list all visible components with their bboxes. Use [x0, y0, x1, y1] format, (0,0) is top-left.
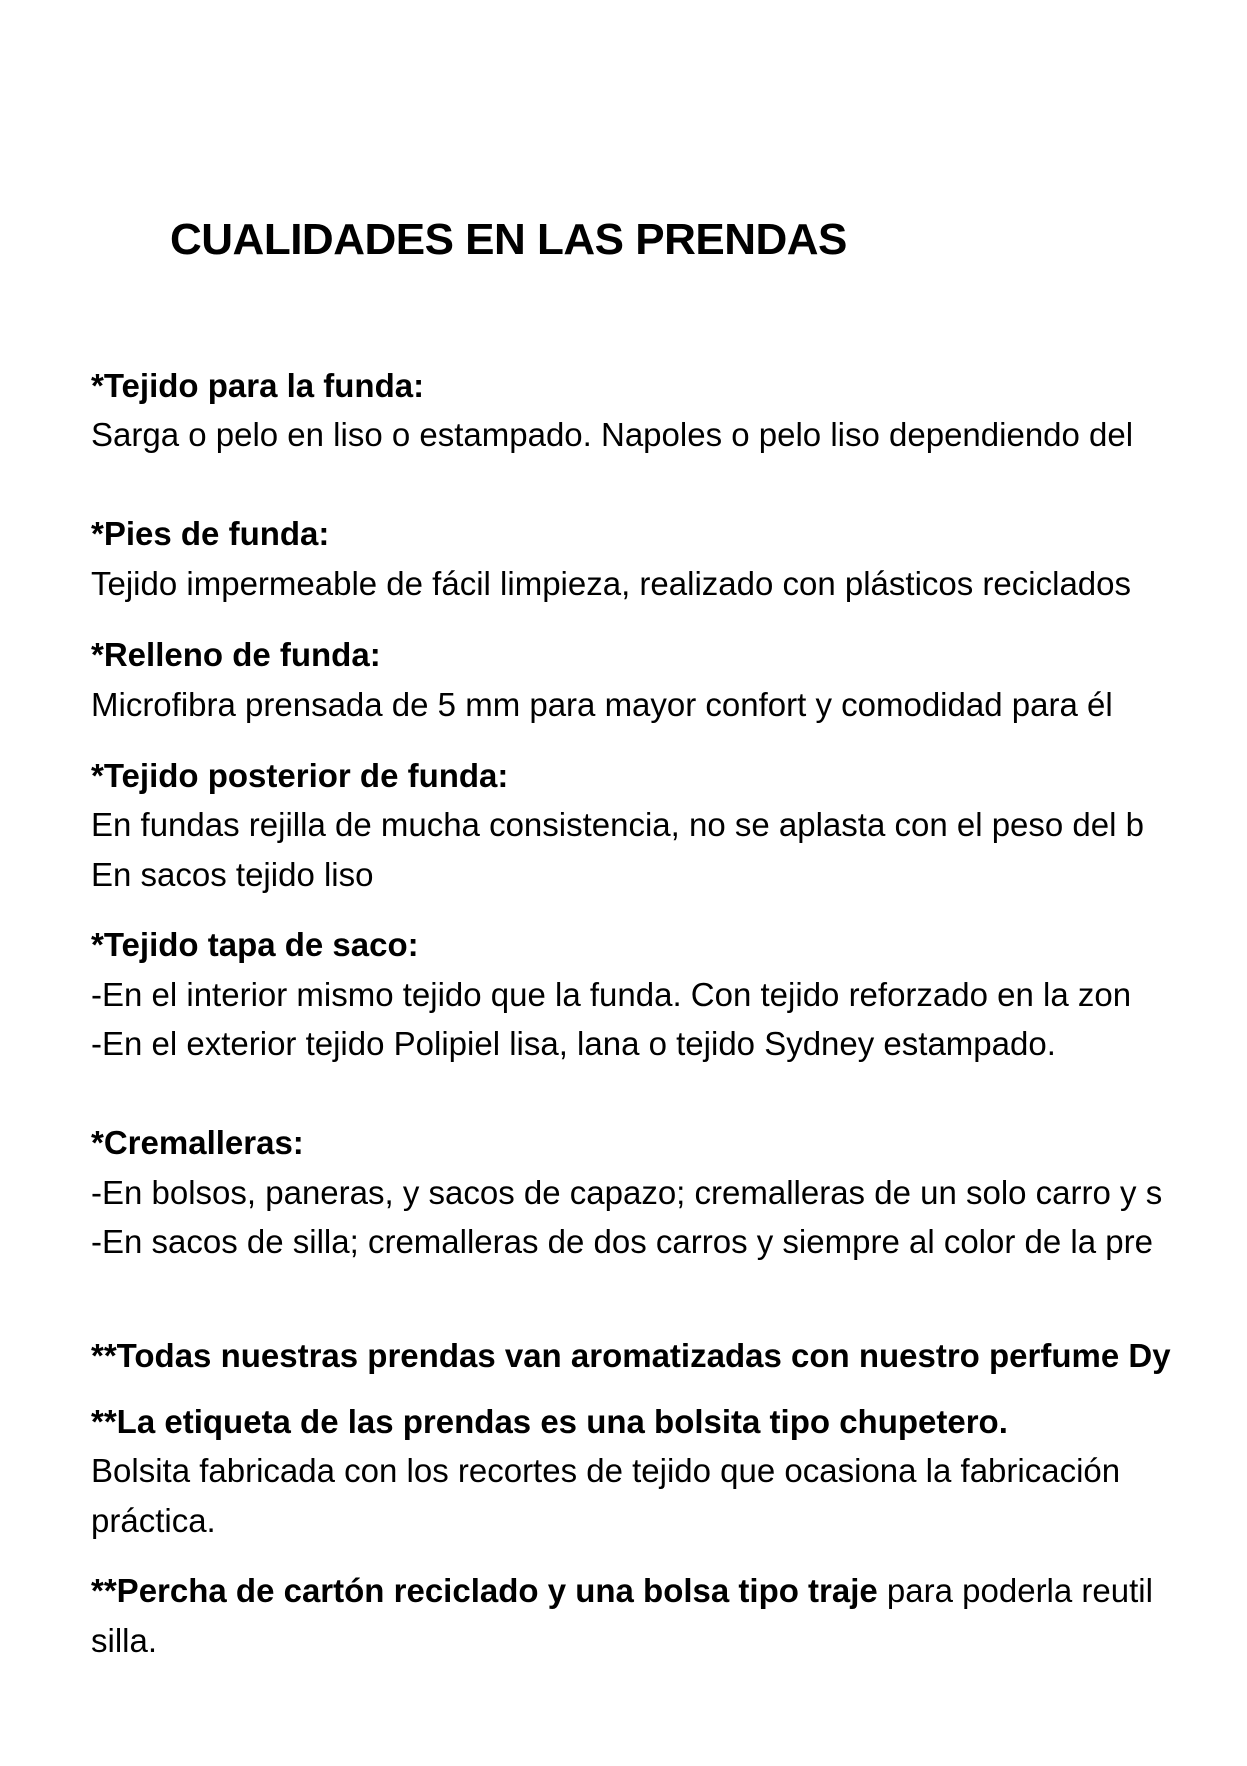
section-heading-tejido-funda: *Tejido para la funda: — [91, 367, 425, 404]
section-text-tapa-saco-1: -En el interior mismo tejido que la funda. Con tejido reforzado en la zon — [91, 976, 1132, 1013]
section-text-cremalleras-2: -En sacos de silla; cremalleras de dos carros y siempre al color de la pre — [91, 1223, 1153, 1260]
section-text-cremalleras-1: -En bolsos, paneras, y sacos de capazo; cremalleras de un solo carro y s — [91, 1174, 1163, 1211]
section-heading-pies-funda: *Pies de funda: — [91, 515, 330, 552]
note-etiqueta: **La etiqueta de las prendas es una bolsita tipo chupetero. — [91, 1403, 1008, 1440]
note-aromatizadas: **Todas nuestras prendas van aromatizadas con nuestro perfume Dy — [91, 1337, 1171, 1374]
section-text-relleno-funda: Microfibra prensada de 5 mm para mayor confort y comodidad para él — [91, 686, 1113, 723]
note-percha-text: silla. — [91, 1622, 158, 1659]
section-heading-tejido-posterior: *Tejido posterior de funda: — [91, 757, 509, 794]
note-percha-bold: **Percha de cartón reciclado y una bolsa tipo traje — [91, 1572, 878, 1609]
note-percha-inline: para poderla reutil — [877, 1572, 1153, 1609]
note-etiqueta-text-2: práctica. — [91, 1502, 216, 1539]
section-heading-relleno-funda: *Relleno de funda: — [91, 636, 381, 673]
section-heading-tapa-saco: *Tejido tapa de saco: — [91, 926, 419, 963]
note-percha — [91, 1571, 1153, 1611]
section-text-tejido-funda: Sarga o pelo en liso o estampado. Napoles o pelo liso dependiendo del — [91, 416, 1134, 453]
section-text-pies-funda: Tejido impermeable de fácil limpieza, realizado con plásticos reciclados — [91, 565, 1131, 602]
section-text-tapa-saco-2: -En el exterior tejido Polipiel lisa, lana o tejido Sydney estampado. — [91, 1025, 1056, 1062]
section-text-tejido-posterior-2: En sacos tejido liso — [91, 856, 374, 893]
section-text-tejido-posterior-1: En fundas rejilla de mucha consistencia, no se aplasta con el peso del b — [91, 806, 1144, 843]
section-heading-cremalleras: *Cremalleras: — [91, 1124, 304, 1161]
page-title: CUALIDADES EN LAS PRENDAS — [170, 215, 847, 264]
note-etiqueta-text-1: Bolsita fabricada con los recortes de tejido que ocasiona la fabricación — [91, 1452, 1121, 1489]
